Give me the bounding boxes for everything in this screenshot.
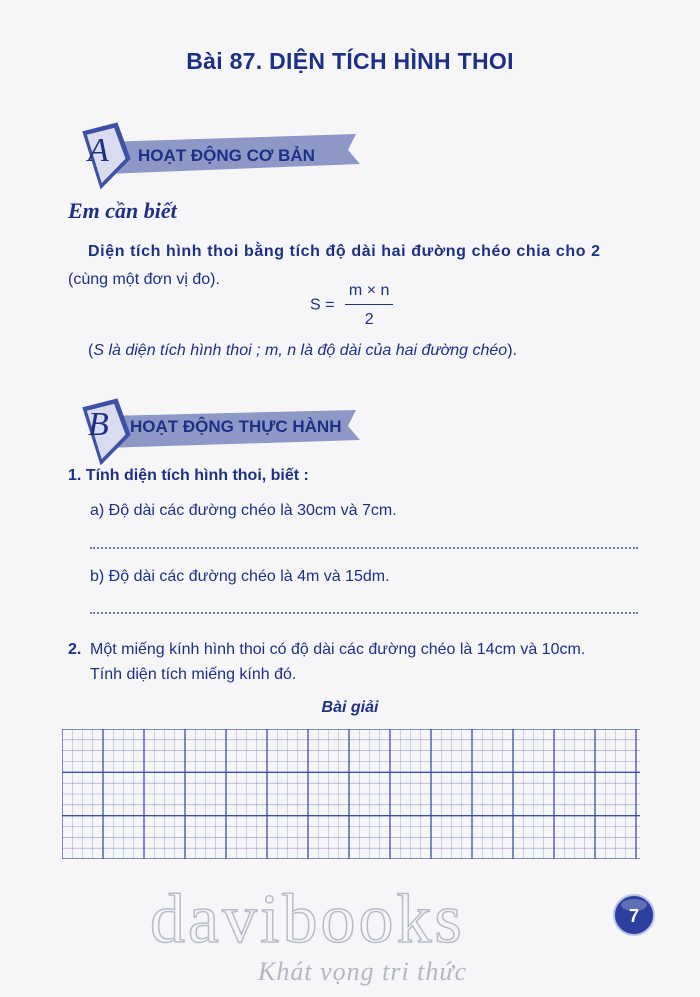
note-open: ( xyxy=(88,342,94,359)
section-a-letter: A xyxy=(88,132,109,169)
answer-line-1b[interactable] xyxy=(90,612,638,614)
exercise-1a: a) Độ dài các đường chéo là 30cm và 7cm. xyxy=(90,502,397,519)
formula-lhs: S = xyxy=(310,296,335,314)
know-heading: Em cần biết xyxy=(68,198,177,223)
rule-bold: Diện tích hình thoi bằng tích độ dài hai đường chéo chia cho 2 xyxy=(88,243,601,260)
page-number: 7 xyxy=(628,906,640,926)
formula-numerator: m × n xyxy=(345,282,393,305)
answer-line-1a[interactable] xyxy=(90,547,638,549)
area-formula xyxy=(310,282,393,329)
section-a-label: HOẠT ĐỘNG CƠ BẢN xyxy=(138,146,315,165)
section-b-label: HOẠT ĐỘNG THỰC HÀNH xyxy=(130,417,342,436)
exercise-1b: b) Độ dài các đường chéo là 4m và 15dm. xyxy=(90,568,390,585)
page-number-badge xyxy=(612,893,656,937)
page-title: Bài 87. DIỆN TÍCH HÌNH THOI xyxy=(186,48,514,74)
watermark-slogan: Khát vọng tri thức xyxy=(258,957,468,986)
section-a-banner xyxy=(64,122,364,190)
section-b-letter: B xyxy=(88,406,109,443)
section-b-banner xyxy=(64,398,364,466)
solution-grid[interactable] xyxy=(62,729,640,859)
note-close: ). xyxy=(507,342,517,359)
exercise-1-title: 1. Tính diện tích hình thoi, biết : xyxy=(68,467,309,484)
formula-denominator: 2 xyxy=(364,311,374,328)
formula-fraction xyxy=(345,282,393,329)
watermark-brand: davibooks xyxy=(150,881,465,958)
rule-rest: (cùng một đơn vị đo). xyxy=(68,271,220,288)
exercise-2-line-2: Tính diện tích miếng kính đó. xyxy=(90,666,297,683)
exercise-2-number: 2. xyxy=(68,641,82,658)
formula-note xyxy=(88,342,517,360)
note-italic: S là diện tích hình thoi ; m, n là độ dài của hai đường chéo xyxy=(93,342,508,359)
solution-label: Bài giải xyxy=(321,699,379,716)
exercise-2-line-1: Một miếng kính hình thoi có độ dài các đường chéo là 14cm và 10cm. xyxy=(90,641,586,658)
